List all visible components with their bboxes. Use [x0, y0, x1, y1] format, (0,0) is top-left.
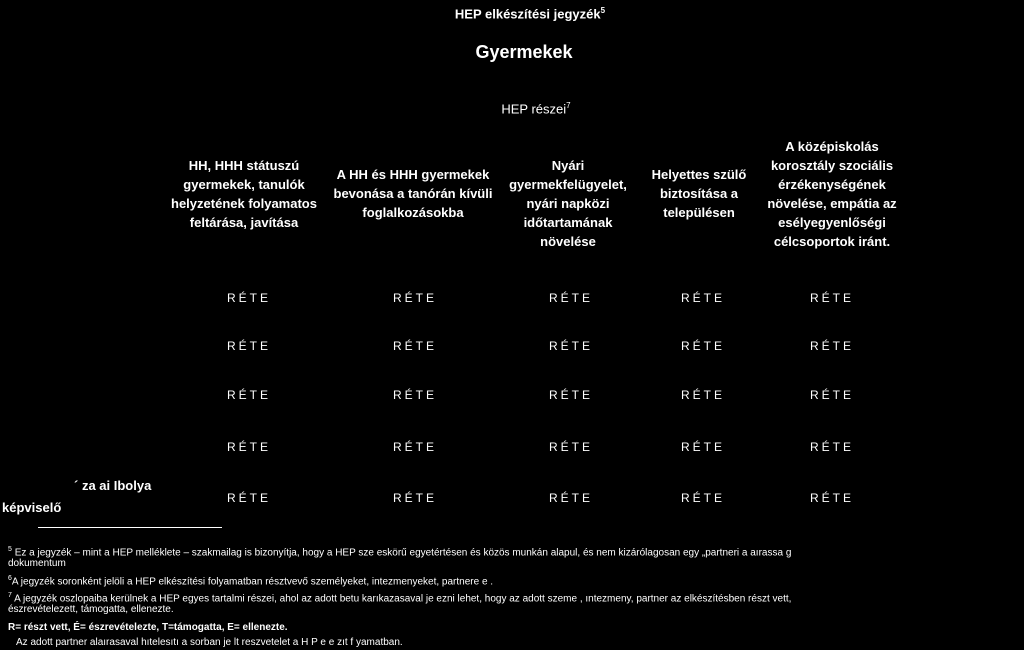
rete-cell[interactable]: RÉTE: [809, 440, 854, 454]
section-title: Gyermekek: [475, 42, 573, 62]
rete-cell[interactable]: RÉTE: [392, 388, 437, 402]
rete-cell[interactable]: RÉTE: [680, 388, 725, 402]
rete-cell[interactable]: RÉTE: [226, 339, 271, 353]
footnote-ref: 7: [566, 101, 571, 110]
rete-cell[interactable]: RÉTE: [809, 388, 854, 402]
footnote-divider: [38, 527, 222, 528]
rete-cell[interactable]: RÉTE: [226, 491, 271, 505]
rete-cell[interactable]: RÉTE: [392, 291, 437, 305]
column-header-status: HH, HHH státuszú gyermekek, tanulók helyzetének folyamatos feltárása, javítása: [171, 158, 317, 230]
rete-cell[interactable]: RÉTE: [392, 440, 437, 454]
parts-label: HEP részei$^7$: [501, 101, 571, 117]
rete-cell[interactable]: RÉTE: [226, 440, 271, 454]
rete-cell[interactable]: RÉTE: [392, 491, 437, 505]
footnote-7-cont: észrevételezett, támogatta, ellenezte.: [8, 604, 174, 615]
rete-cell[interactable]: RÉTE: [392, 339, 437, 353]
rete-cell[interactable]: RÉTE: [548, 388, 593, 402]
row-label-role: képviselő: [2, 500, 62, 515]
rete-cell[interactable]: RÉTE: [548, 291, 593, 305]
rete-cell[interactable]: RÉTE: [680, 291, 725, 305]
rete-cell[interactable]: RÉTE: [548, 339, 593, 353]
rete-cell[interactable]: RÉTE: [680, 339, 725, 353]
rete-cell[interactable]: RÉTE: [680, 440, 725, 454]
rete-cell[interactable]: RÉTE: [809, 339, 854, 353]
column-header-summer-care: Nyári gyermekfelügyelet, nyári napközi időtartamának növelése: [509, 158, 627, 249]
rete-cell[interactable]: RÉTE: [226, 388, 271, 402]
legend-line: R= részt vett, É= észrevételezte, T=támogatta, E= ellenezte.: [8, 622, 288, 633]
rete-cell[interactable]: RÉTE: [680, 491, 725, 505]
rete-cell[interactable]: RÉTE: [226, 291, 271, 305]
row-label-name: ´ za ai Ibolya: [74, 478, 152, 493]
rete-cell[interactable]: RÉTE: [809, 491, 854, 505]
footnote-5-cont: dokumentum: [8, 558, 66, 569]
signature-note: Az adott partner alaırasaval hıtelesıtı a sorban je lt reszvetelet a H P e e zıt f yamatban.: [16, 637, 403, 648]
column-header-extracurricular: A HH és HHH gyermekek bevonása a tanórán kívüli foglalkozásokba: [333, 167, 493, 220]
footnote-6: $^6$A jegyzék soronként jelöli a HEP elkészítési folyamatban résztvevő személyeket, intezmenyeket, partnere e .: [8, 575, 494, 588]
footnote-ref: 5: [600, 6, 606, 15]
rete-cell[interactable]: RÉTE: [548, 491, 593, 505]
footnote-7: $^7$ A jegyzék oszlopaiba kerülnek a HEP egyes tartalmi részei, ahol az adott betu karıkazasaval je ezni lehet, hogy az adott szeme , ıntezmeny, partner az elkészítésben részt vett,: [8, 592, 792, 605]
document-title: HEP elkészítési jegyzék$^5$: [454, 6, 606, 22]
footnote-5: $^5$ Ez a jegyzék – mint a HEP melléklete – szakmailag is bizonyítja, hogy a HEP sze eskörű egyetértésen és közös munkán alapul, és nem kizárólagosan egy „partneri a aırassa g: [8, 546, 792, 559]
rete-cell[interactable]: RÉTE: [809, 291, 854, 305]
rete-cell[interactable]: RÉTE: [548, 440, 593, 454]
column-header-foster-parent: Helyettes szülő biztosítása a településen: [651, 167, 747, 220]
column-header-secondary-school: A középiskolás korosztály szociális érzékenységének növelése, empátia az esélyegyenlőségi célcsoportok iránt.: [767, 139, 897, 249]
